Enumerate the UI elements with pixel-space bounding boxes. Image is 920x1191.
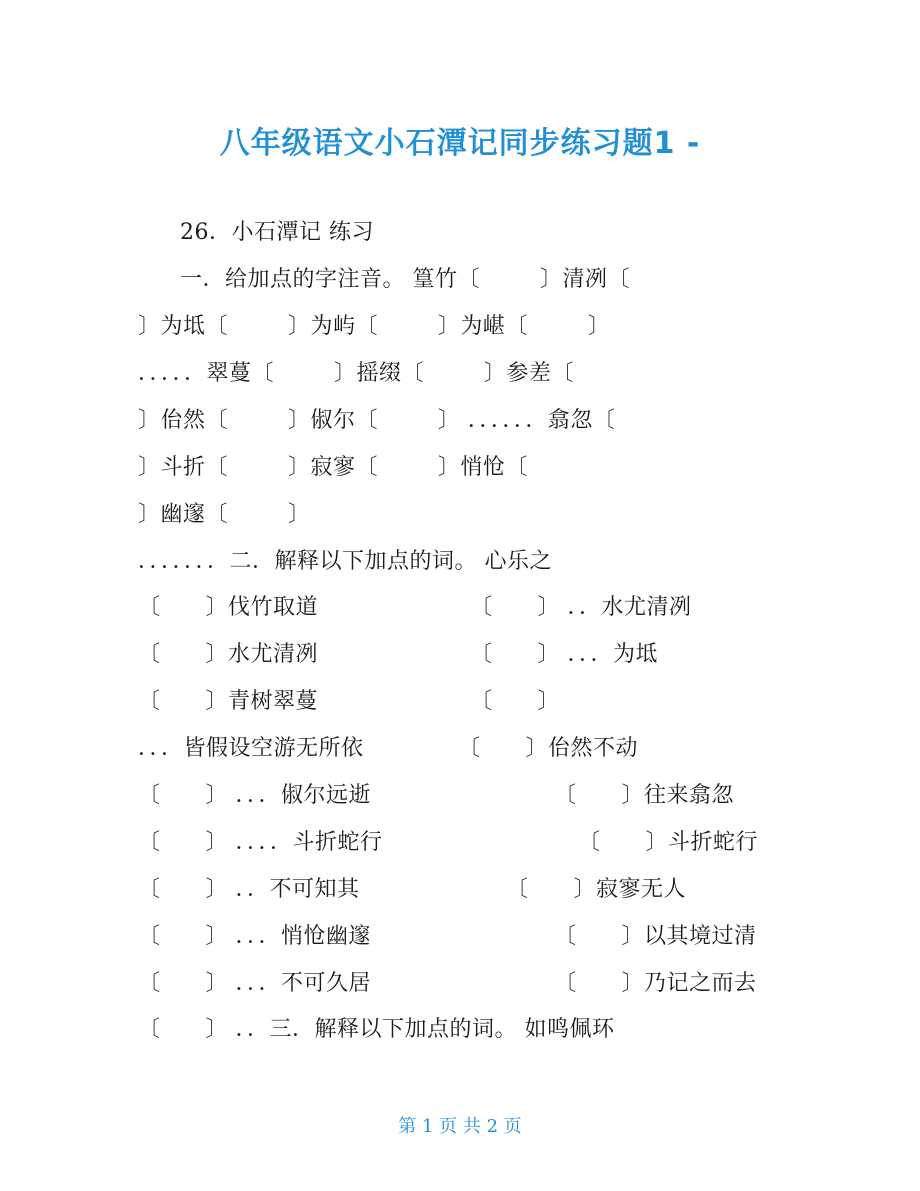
definition-left: 〔 〕 ．．．不可久居 (138, 971, 371, 996)
exercise-line: ．．．．．翠蔓〔 〕摇缀〔 〕参差〔 (138, 361, 574, 386)
document-title: 八年级语文小石潭记同步练习题1 - (219, 126, 701, 161)
exercise-line: ．．．．．．．二．解释以下加点的词。 心乐之 (138, 549, 552, 574)
exercise-line: 一．给加点的字注音。 篁竹〔 〕清冽〔 (180, 267, 630, 292)
definition-left: 〔 〕水尤清冽 (138, 642, 318, 667)
exercise-line: 〔 〕 ．．三．解释以下加点的词。 如鸣佩环 (138, 1017, 615, 1042)
exercise-line: 〕幽邃〔 〕 (138, 502, 311, 527)
definition-right: 〔 〕乃记之而去 (554, 971, 757, 996)
exercise-line: 〕佁然〔 〕俶尔〔 〕 ．．．．．．翕忽〔 (138, 408, 616, 433)
definition-right: 〔 〕 (470, 689, 560, 714)
definition-right: 〔 〕寂寥无人 (506, 877, 686, 902)
definition-right: 〔 〕往来翕忽 (554, 783, 734, 808)
definition-left: 〔 〕青树翠蔓 (138, 689, 318, 714)
exercise-line: 〕斗折〔 〕寂寥〔 〕悄怆〔 (138, 455, 528, 480)
definition-left: 〔 〕 ．．不可知其 (138, 877, 360, 902)
definition-right: 〔 〕斗折蛇行 (578, 830, 758, 855)
definition-right: 〔 〕 ．．水尤清冽 (470, 595, 692, 620)
definition-right: 〔 〕 ．．．为坻 (470, 642, 658, 667)
definition-left: 〔 〕 ．．．．斗折蛇行 (138, 830, 383, 855)
exercise-line: 〕为坻〔 〕为屿〔 〕为嵁〔 〕 (138, 314, 611, 339)
section-heading: 26．小石潭记 练习 (180, 220, 374, 245)
definition-right: 〔 〕以其境过清 (554, 924, 757, 949)
definition-left: 〔 〕 ．．．悄怆幽邃 (138, 924, 371, 949)
definition-left: ．．．皆假设空游无所依 (138, 736, 364, 761)
page-footer: 第 1 页 共 2 页 (398, 1116, 522, 1137)
definition-left: 〔 〕伐竹取道 (138, 595, 318, 620)
definition-right: 〔 〕佁然不动 (458, 736, 638, 761)
definition-left: 〔 〕 ．．．俶尔远逝 (138, 783, 371, 808)
